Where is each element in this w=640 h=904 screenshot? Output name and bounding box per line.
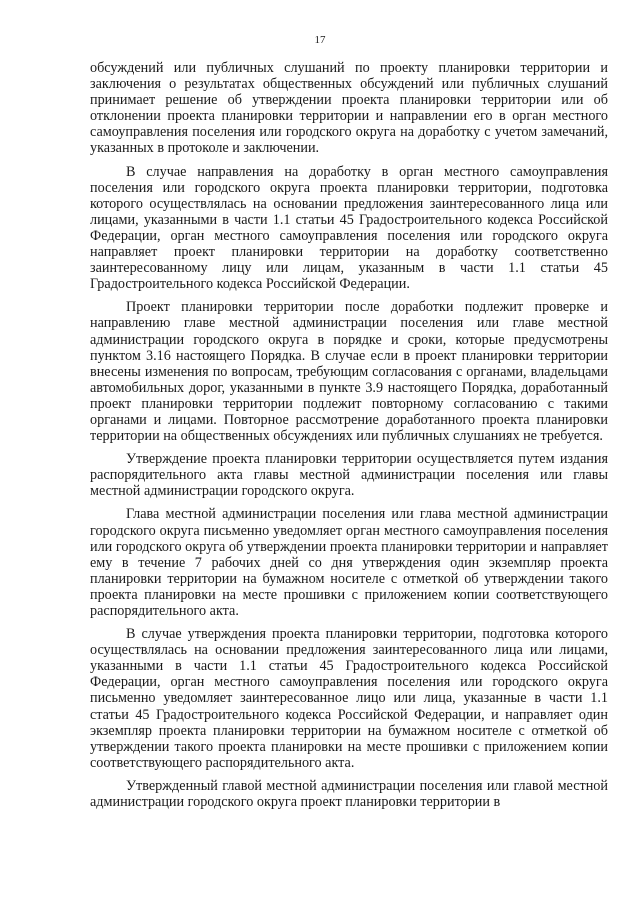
paragraph-revision-return: В случае направления на доработку в орган местного самоуправления поселения или городского округа проекта планировки территории, подготовка которого осуществлялась на основании предложения заинтересованного лица или лицами, указанными в части 1.1 статьи 45 Градостроительного кодекса Российской Федерации, орган местного самоуправления поселения или городского округа направляет проект планировки территории на доработку соответственно заинтересованному лицу или лицам, указанным в части 1.1 статьи 45 Градостроительного кодекса Российской Федерации. (90, 163, 608, 293)
paragraph-head-notification: Глава местной администрации поселения или глава местной администрации городского округа письменно уведомляет орган местного самоуправления поселения или городского округа об утверждении проекта планировки территории и направляет ему в течение 7 рабочих дней со дня утверждения один экземпляр проекта планировки территории на бумажном носителе с отметкой об утверждении такого проекта планировки на месте прошивки с приложением копии соответствующего распорядительного акта. (90, 506, 608, 619)
paragraph-interested-party-notification: В случае утверждения проекта планировки территории, подготовка которого осуществлялась на основании предложения заинтересованного лица или лицами, указанными в части 1.1 статьи 45 Градостроительного кодекса Российской Федерации, орган местного самоуправления поселения или городского округа письменно уведомляет заинтересованное лицо или лица, указанные в части 1.1 статьи 45 Градостроительного кодекса Российской Федерации, и направляет один экземпляр проекта планировки территории на бумажном носителе с отметкой об утверждении такого проекта планировки на месте прошивки с приложением копии соответствующего распорядительного акта. (90, 626, 608, 771)
document-body (90, 60, 608, 810)
page-number: 17 (314, 34, 326, 46)
paragraph-revised-project-check: Проект планировки территории после доработки подлежит проверке и направлению главе местной администрации поселения или главе местной администрации городского округа в порядке и сроки, которые предусмотрены пунктом 3.16 настоящего Порядка. В случае если в проект планировки территории внесены изменения по вопросам, требующим согласования с органами, владельцами автомобильных дорог, указанными в пункте 3.9 настоящего Порядка, доработанный проект планировки территории подлежит повторному согласованию с такими органами и лицами. Повторное рассмотрение доработанного проекта планировки территории на общественных обсуждениях или публичных слушаниях не требуется. (90, 299, 608, 445)
paragraph-approval-method: Утверждение проекта планировки территории осуществляется путем издания распорядительного акта главы местной администрации поселения или главы местной администрации городского округа. (90, 451, 608, 500)
paragraph-continuation: обсуждений или публичных слушаний по проекту планировки территории и заключения о результатах общественных обсуждений или публичных слушаний принимает решение об утверждении проекта планировки территории или об отклонении проекта планировки территории и направлении его в орган местного самоуправления поселения или городского округа на доработку с учетом замечаний, указанных в протоколе и заключении. (90, 60, 608, 157)
paragraph-approved-project: Утвержденный главой местной администрации поселения или главой местной администрации городского округа проект планировки территории в (90, 777, 608, 811)
